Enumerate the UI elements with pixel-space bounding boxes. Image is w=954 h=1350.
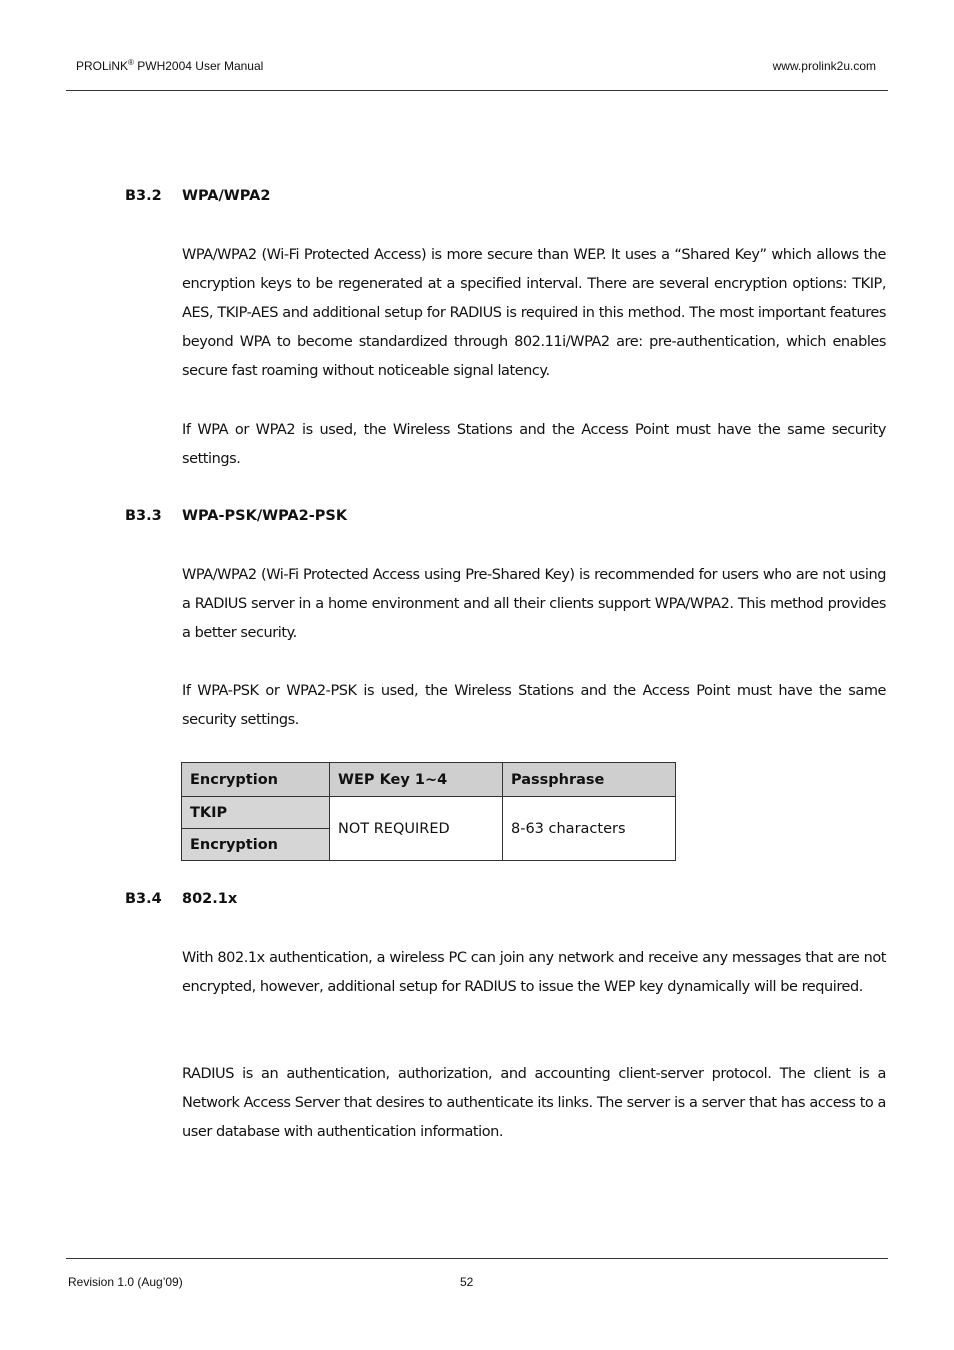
footer-revision: Revision 1.0 (Aug’09) bbox=[68, 1275, 183, 1289]
table-header-wep-key: WEP Key 1~4 bbox=[330, 763, 503, 797]
section-title: WPA-PSK/WPA2-PSK bbox=[182, 508, 348, 524]
table-header-row bbox=[182, 763, 676, 797]
encryption-table bbox=[181, 762, 676, 861]
footer-divider bbox=[66, 1258, 888, 1259]
paragraph-wpa-settings: If WPA or WPA2 is used, the Wireless Stations and the Access Point must have the same security settings. bbox=[182, 422, 886, 467]
paragraph-radius-description: RADIUS is an authentication, authorization, and accounting client-server protocol. The client is a Network Access Server that desires to authenticate its links. The server is a server that has access to a user database with authentication information. bbox=[182, 1066, 886, 1140]
section-heading-b3-4 bbox=[125, 891, 237, 907]
table-header-passphrase: Passphrase bbox=[503, 763, 676, 797]
table-row bbox=[182, 797, 676, 829]
table-header-encryption: Encryption bbox=[182, 763, 330, 797]
header-manual-name: PWH2004 User Manual bbox=[133, 59, 264, 73]
footer-page-number: 52 bbox=[460, 1275, 474, 1289]
section-title: 802.1x bbox=[182, 891, 238, 907]
paragraph-wpa-description: WPA/WPA2 (Wi-Fi Protected Access) is more secure than WEP. It uses a “Shared Key” which allows the encryption keys to be regenerated at a specified interval. There are several encryption options: TKIP, AES, TKIP-AES and additional setup for RADIUS is required in this method. The most important features beyond WPA to become standardized through 802.11i/WPA2 are: pre-authentication, which enables secure fast roaming without noticeable signal latency. bbox=[182, 247, 886, 379]
section-heading-b3-3 bbox=[125, 508, 347, 524]
table-row-label-encryption: Encryption bbox=[182, 829, 330, 861]
paragraph-8021x-description: With 802.1x authentication, a wireless PC can join any network and receive any messages that are not encrypted, however, additional setup for RADIUS to issue the WEP key dynamically will be required. bbox=[182, 950, 886, 995]
section-number: B3.4 bbox=[125, 891, 162, 907]
section-number: B3.3 bbox=[125, 508, 162, 524]
paragraph-psk-description: WPA/WPA2 (Wi-Fi Protected Access using Pre-Shared Key) is recommended for users who are not using a RADIUS server in a home environment and all their clients support WPA/WPA2. This method provides a better security. bbox=[182, 567, 886, 641]
header-brand: PROLiNK bbox=[76, 59, 129, 73]
section-title: WPA/WPA2 bbox=[182, 188, 271, 204]
section-heading-b3-2 bbox=[125, 188, 270, 204]
header-divider bbox=[66, 90, 888, 91]
header-website: www.prolink2u.com bbox=[772, 59, 876, 73]
paragraph-psk-settings: If WPA-PSK or WPA2-PSK is used, the Wireless Stations and the Access Point must have the same security settings. bbox=[182, 683, 886, 728]
registered-mark: ® bbox=[128, 58, 134, 67]
table-cell-passphrase-value: 8-63 characters bbox=[503, 797, 676, 861]
header-manual-title bbox=[76, 59, 263, 73]
table-cell-wep-key-value: NOT REQUIRED bbox=[330, 797, 503, 861]
table-row-label-tkip: TKIP bbox=[182, 797, 330, 829]
section-number: B3.2 bbox=[125, 188, 162, 204]
